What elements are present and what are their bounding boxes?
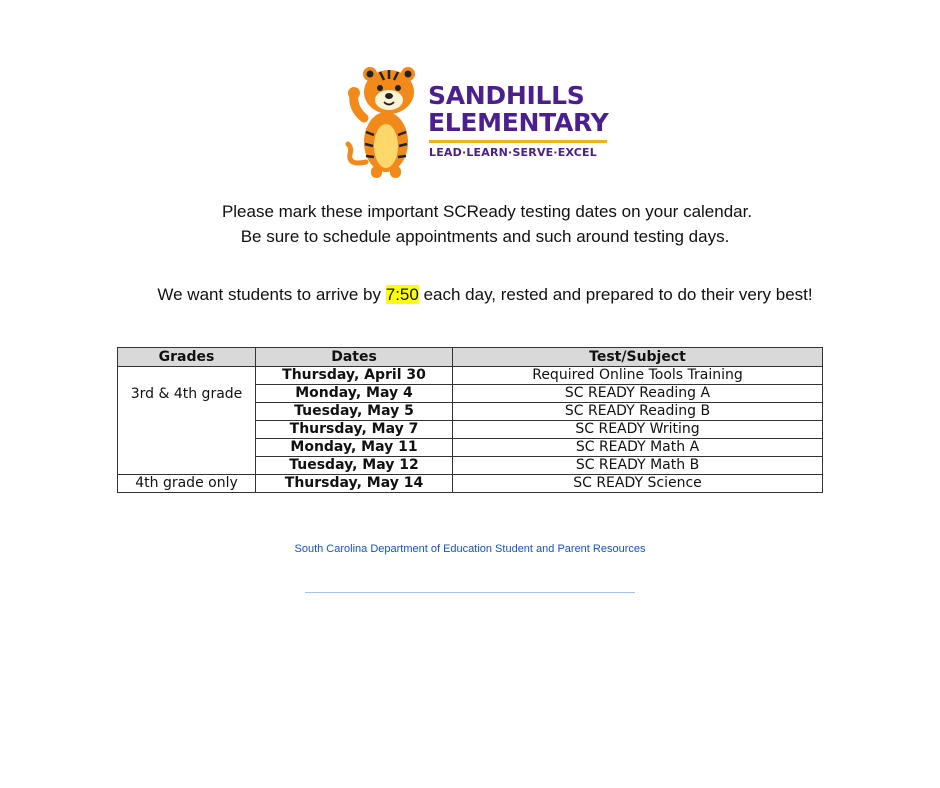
test-subject: SC READY Science [453, 475, 823, 493]
school-name: SANDHILLS ELEMENTARY [428, 81, 609, 137]
school-logo [344, 62, 614, 182]
divider-line [305, 592, 635, 593]
test-subject: SC READY Math A [453, 439, 823, 457]
table-row [118, 475, 823, 493]
header-dates: Dates [256, 348, 453, 367]
test-date: Thursday, May 7 [256, 421, 453, 439]
intro-line-2: Be sure to schedule appointments and such around testing days. [240, 227, 730, 246]
grade-group-3rd-4th: 3rd & 4th grade [118, 367, 256, 475]
table-row [118, 367, 823, 385]
test-subject: Required Online Tools Training [453, 367, 823, 385]
test-subject: SC READY Reading A [453, 385, 823, 403]
test-date: Monday, May 11 [256, 439, 453, 457]
test-subject: SC READY Writing [453, 421, 823, 439]
test-date: Thursday, May 14 [256, 475, 453, 493]
test-date: Monday, May 4 [256, 385, 453, 403]
sc-education-resources-link[interactable]: South Carolina Department of Education Student and Parent Resources [294, 543, 646, 555]
header-grades: Grades [118, 348, 256, 367]
school-motto: LEAD·LEARN·SERVE·EXCEL [429, 146, 597, 159]
header-subject: Test/Subject [453, 348, 823, 367]
logo-divider [429, 140, 607, 143]
intro-line-1: Please mark these important SCReady testing dates on your calendar. [221, 202, 753, 221]
tiger-mascot-icon [344, 62, 424, 180]
test-date: Tuesday, May 12 [256, 457, 453, 475]
grade-group-4th-only: 4th grade only [118, 475, 256, 493]
arrival-time: 7:50 [385, 285, 419, 304]
arrival-notice: We want students to arrive by 7:50 each day, rested and prepared to do their very best! [157, 285, 813, 304]
test-subject: SC READY Reading B [453, 403, 823, 421]
test-date: Tuesday, May 5 [256, 403, 453, 421]
test-subject: SC READY Math B [453, 457, 823, 475]
testing-schedule-table [117, 347, 823, 493]
test-date: Thursday, April 30 [256, 367, 453, 385]
table-header-row [118, 348, 823, 367]
